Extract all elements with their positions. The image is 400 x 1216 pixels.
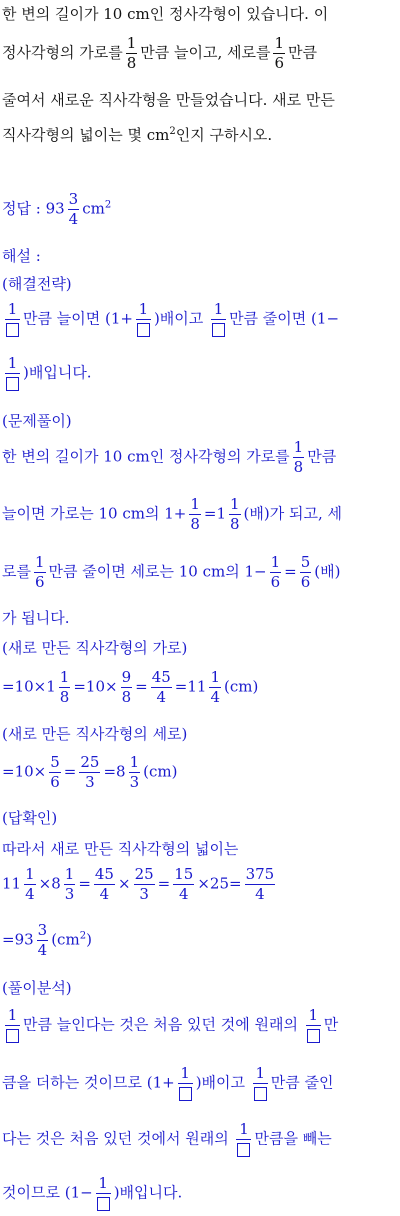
fraction: $\frac{1}{8}$ [230, 495, 240, 533]
check-heading: (답확인) [2, 809, 58, 827]
fraction: $\frac{1}{6}$ [274, 34, 285, 72]
blank-box [237, 1143, 250, 1157]
solution-line-2: 늘이면 가로는 10 cm의 1+ $\frac{1}{8}$ =1 $\frac{1}{8}$ (배)가 되고, 세 [2, 495, 343, 533]
fraction: 1 [236, 1122, 251, 1157]
fraction: 1 [211, 302, 226, 337]
blank-box [307, 1029, 320, 1043]
height-equation: =10× $\frac{5}{6}$ = $\frac{25}{3}$ =8 $\frac{1}{3}$ (cm) [2, 753, 178, 791]
fraction: $\frac{1}{8}$ [126, 34, 137, 72]
strategy-line-1: 1 만큼 늘이면 (1+ 1 )배이고 1 만큼 줄이면 (1− [2, 302, 339, 337]
problem-line-2: 정사각형의 가로를 $\frac{1}{8}$ 만큼 늘이고, 세로를 $\frac{1}{6}$ 만큼 [2, 34, 318, 72]
solution-line-1: 한 변의 길이가 10 cm인 정사각형의 가로를 $\frac{1}{8}$ 만큼 [2, 438, 337, 476]
blank-box [6, 1029, 19, 1043]
fraction: $\frac{1}{6}$ [270, 553, 281, 591]
check-result: =93 $\frac{3}{4}$ $(cm^2)$ [2, 921, 92, 959]
width-equation: =10×1 $\frac{1}{8}$ =10× $\frac{9}{8}$ = $\frac{45}{4}$ =11 $\frac{1}{4}$ (cm) [2, 668, 259, 706]
analysis-heading: (풀이분석) [2, 979, 72, 997]
analysis-line-2: 큼을 더하는 것이므로 (1+ 1 )배이고 1 만큼 줄인 [2, 1066, 334, 1101]
fraction: $\frac{3}{4}$ [68, 190, 79, 228]
fraction: $\frac{1}{3}$ [129, 753, 140, 791]
fraction: $\frac{1}{4}$ [25, 865, 35, 903]
fraction: $\frac{1}{4}$ [210, 668, 220, 706]
fraction: 1 [5, 1008, 20, 1043]
blank-box [254, 1087, 267, 1101]
solution-line-3: 로를 $\frac{1}{6}$ 만큼 줄이면 세로는 10 cm의 1− $\frac{1}{6}$ = $\frac{5}{6}$ (배) [2, 553, 341, 591]
fraction: $\frac{15}{4}$ [174, 865, 194, 903]
answer-line: 정답 : 93 $\frac{3}{4}$ $cm^2$ [2, 190, 112, 228]
fraction: 1 [306, 1008, 321, 1043]
analysis-line-1: 1 만큼 늘인다는 것은 처음 있던 것에 원래의 1 만 [2, 1008, 338, 1043]
width-heading: (새로 만든 직사각형의 가로) [2, 639, 188, 657]
fraction: $\frac{1}{8}$ [293, 438, 304, 476]
blank-box [212, 323, 225, 337]
fraction: $\frac{45}{4}$ [94, 865, 114, 903]
fraction: $\frac{9}{8}$ [121, 668, 132, 706]
fraction: 1 [253, 1066, 268, 1101]
explanation-heading: 해설 : [2, 247, 41, 265]
blank-box [6, 377, 19, 391]
strategy-heading: (해결전략) [2, 275, 72, 293]
analysis-line-3: 다는 것은 처음 있던 것에서 원래의 1 만큼을 빼는 [2, 1122, 332, 1157]
blank-box [179, 1087, 192, 1101]
fraction: $\frac{1}{6}$ [34, 553, 45, 591]
blank-box [137, 323, 150, 337]
solution-line-4: 가 됩니다. [2, 609, 70, 627]
fraction: $\frac{3}{4}$ [37, 921, 48, 959]
fraction: $\frac{1}{8}$ [59, 668, 70, 706]
fraction: 1 [5, 302, 20, 337]
check-line-1: 따라서 새로 만든 직사각형의 넓이는 [2, 840, 239, 858]
problem-line-1: 한 변의 길이가 10 cm인 정사각형이 있습니다. 이 [2, 5, 329, 23]
fraction: $\frac{5}{6}$ [300, 553, 311, 591]
fraction: $\frac{1}{8}$ [190, 495, 200, 533]
analysis-line-4: 것이므로 (1− 1 )배입니다. [2, 1176, 182, 1211]
fraction: 1 [178, 1066, 193, 1101]
fraction: $\frac{1}{3}$ [64, 865, 75, 903]
problem-line-4: 직사각형의 넓이는 몇 $cm^2$인지 구하시오. [2, 126, 273, 144]
solution-heading: (문제풀이) [2, 412, 72, 430]
fraction: $\frac{25}{3}$ [134, 865, 154, 903]
check-equation: 11 $\frac{1}{4}$ ×8 $\frac{1}{3}$ = $\frac{45}{4}$ × $\frac{25}{3}$ = $\frac{15}{4}$ ×25= $\frac{375}{4}$ [2, 865, 275, 903]
fraction: $\frac{375}{4}$ [245, 865, 275, 903]
fraction: $\frac{25}{3}$ [80, 753, 100, 791]
height-heading: (새로 만든 직사각형의 세로) [2, 725, 188, 743]
fraction: $\frac{5}{6}$ [50, 753, 60, 791]
fraction: $\frac{45}{4}$ [151, 668, 171, 706]
fraction: 1 [96, 1176, 111, 1211]
blank-box [6, 323, 19, 337]
blank-box [97, 1197, 110, 1211]
fraction: 1 [136, 302, 151, 337]
problem-line-3: 줄여서 새로운 직사각형을 만들었습니다. 새로 만든 [2, 91, 335, 109]
strategy-line-2: 1 )배입니다. [2, 356, 92, 391]
fraction: 1 [5, 356, 20, 391]
